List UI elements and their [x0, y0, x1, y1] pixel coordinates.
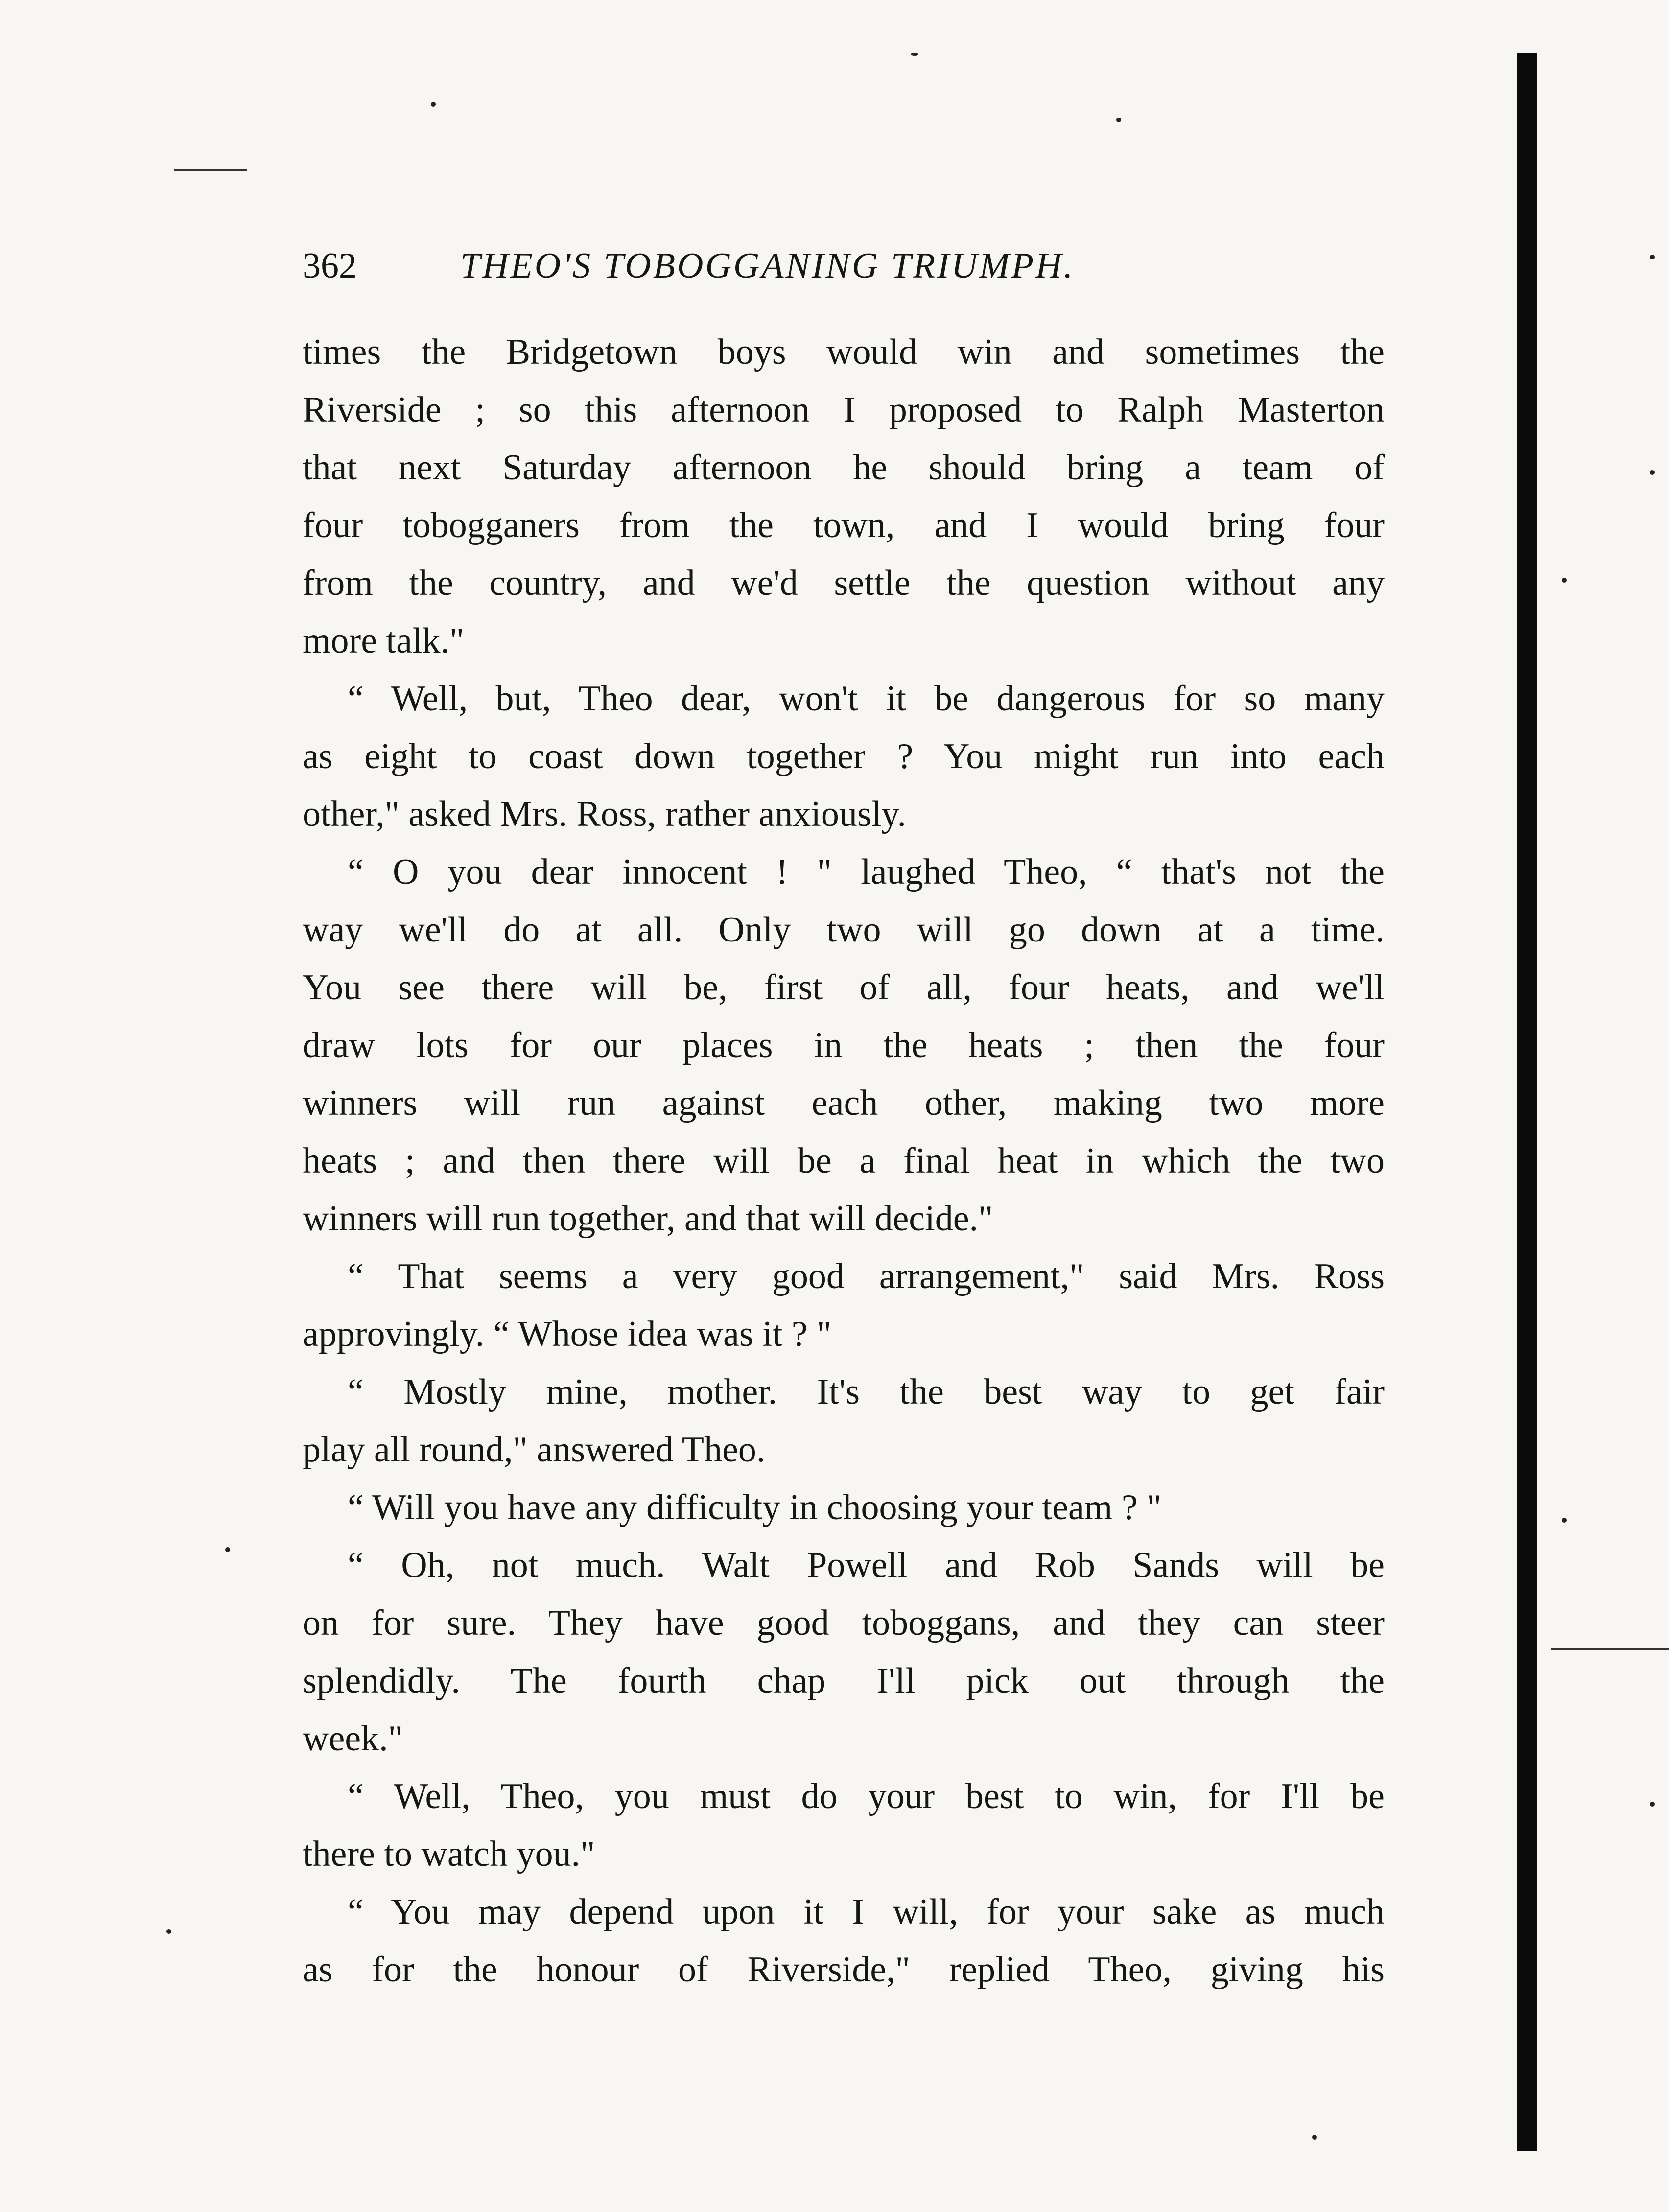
text-line: times the Bridgetown boys would win and sometimes the: [303, 332, 1385, 372]
text-line: there to watch you.": [303, 1834, 595, 1874]
scan-speck: [1116, 118, 1121, 122]
scan-speck: [1650, 1802, 1655, 1807]
text-line: more talk.": [303, 621, 465, 661]
text-line: play all round," answered Theo.: [303, 1430, 766, 1470]
text-line: as for the honour of Riverside," replied Theo, giving his: [303, 1950, 1385, 1990]
text-line: “ Oh, not much. Walt Powell and Rob Sands will be: [348, 1545, 1385, 1585]
running-header: [303, 239, 1385, 293]
body-text: [303, 323, 1385, 1999]
text-line: heats ; and then there will be a final heat in which the two: [303, 1141, 1385, 1181]
text-line: on for sure. They have good toboggans, and they can steer: [303, 1603, 1385, 1643]
text-line: “ Mostly mine, mother. It's the best way to get fair: [348, 1372, 1385, 1412]
text-line: as eight to coast down together ? You might run into each: [303, 736, 1385, 777]
text-line: “ Well, Theo, you must do your best to win, for I'll be: [348, 1776, 1385, 1816]
text-line: winners will run together, and that will decide.": [303, 1199, 993, 1239]
text-line: splendidly. The fourth chap I'll pick out through the: [303, 1661, 1385, 1701]
page-number: 362: [303, 246, 357, 286]
text-line: Riverside ; so this afternoon I proposed to Ralph Masterton: [303, 390, 1385, 430]
scan-speck: [911, 53, 918, 56]
text-line: week.": [303, 1718, 403, 1759]
scan-speck: [431, 102, 436, 107]
scan-speck: [225, 1547, 230, 1552]
scan-speck: [1562, 578, 1567, 583]
text-line: other," asked Mrs. Ross, rather anxiously.: [303, 794, 906, 834]
text-line: You see there will be, first of all, four heats, and we'll: [303, 967, 1385, 1008]
text-line: “ That seems a very good arrangement," said Mrs. Ross: [348, 1256, 1385, 1296]
text-line: four tobogganers from the town, and I would bring four: [303, 505, 1385, 545]
scan-speck: [1650, 470, 1655, 475]
scan-rule-right: [1551, 1648, 1669, 1650]
text-line: from the country, and we'd settle the question without any: [303, 563, 1385, 603]
running-title: THEO'S TOBOGGANING TRIUMPH.: [460, 246, 1075, 286]
scan-speck: [1650, 255, 1655, 259]
text-line: “ Well, but, Theo dear, won't it be dangerous for so many: [348, 679, 1385, 719]
text-line: that next Saturday afternoon he should bring a team of: [303, 447, 1385, 488]
scan-edge-bar: [1517, 53, 1537, 2151]
scan-speck: [166, 1929, 171, 1934]
text-line: winners will run against each other, making two more: [303, 1083, 1385, 1123]
scan-speck: [1312, 2135, 1317, 2140]
scan-speck: [1562, 1518, 1567, 1523]
scan-rule-top-left: [174, 169, 247, 171]
text-line: draw lots for our places in the heats ; then the four: [303, 1025, 1385, 1065]
text-line: “ Will you have any difficulty in choosing your team ? ": [348, 1487, 1162, 1528]
text-line: approvingly. “ Whose idea was it ? ": [303, 1314, 832, 1354]
text-line: “ O you dear innocent ! " laughed Theo, “ that's not the: [348, 852, 1385, 892]
text-line: “ You may depend upon it I will, for your sake as much: [348, 1892, 1385, 1932]
text-line: way we'll do at all. Only two will go down at a time.: [303, 910, 1385, 950]
